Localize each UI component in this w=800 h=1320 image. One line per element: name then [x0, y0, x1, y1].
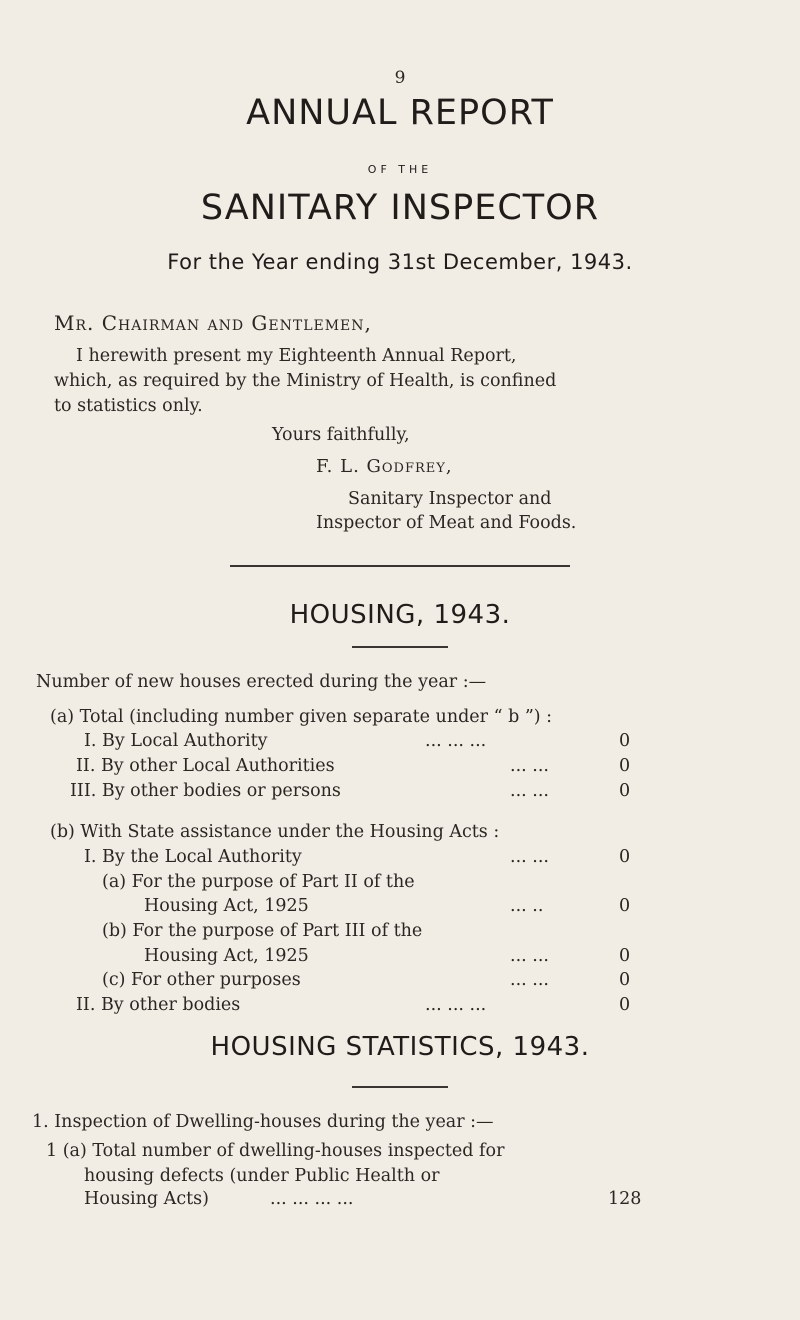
- row-label: III. By other bodies or persons: [70, 781, 341, 801]
- letter-body-line-1: I herewith present my Eighteenth Annual Report,: [76, 346, 517, 366]
- row-label: (c) For other purposes: [102, 970, 301, 990]
- report-title: ANNUAL REPORT: [246, 93, 554, 133]
- letter-salutation: Mr. Chairman and Gentlemen,: [54, 311, 372, 335]
- housing-b-row: [0, 970, 800, 995]
- row-value: 0: [619, 896, 631, 916]
- housing-statistics-title-underline: [352, 1086, 448, 1088]
- housing-b-row: [0, 946, 800, 971]
- statistics-item-1: 1. Inspection of Dwelling-houses during the year :—: [32, 1112, 494, 1132]
- row-value: 0: [619, 847, 631, 867]
- housing-title-underline: [352, 646, 448, 648]
- housing-a-row: [0, 731, 800, 756]
- housing-a-heading: (a) Total (including number given separate under “ b ”) :: [50, 707, 553, 727]
- housing-statistics-title: HOUSING STATISTICS, 1943.: [210, 1032, 590, 1062]
- row-leader-dots: ... ...: [510, 756, 549, 776]
- row-label: II. By other Local Authorities: [76, 756, 335, 776]
- row-value: 128: [608, 1189, 642, 1209]
- letter-role-line-1: Sanitary Inspector and: [348, 489, 552, 509]
- letter-body-line-2: which, as required by the Ministry of Health, is confined: [54, 371, 557, 391]
- row-label: (a) For the purpose of Part II of the: [102, 872, 415, 892]
- housing-b-heading: (b) With State assistance under the Housing Acts :: [50, 822, 500, 842]
- row-value: 0: [619, 995, 631, 1015]
- housing-b-row: [0, 896, 800, 921]
- row-value: 0: [619, 731, 631, 751]
- report-subtitle: SANITARY INSPECTOR: [200, 188, 600, 228]
- housing-a-row: [0, 781, 800, 806]
- row-leader-dots: ... ...: [510, 847, 549, 867]
- housing-b-row: [0, 921, 800, 946]
- letter-closing: Yours faithfully,: [272, 425, 410, 445]
- row-value: 0: [619, 781, 631, 801]
- housing-b-row: [0, 995, 800, 1020]
- row-label: (b) For the purpose of Part III of the: [102, 921, 423, 941]
- statistics-item-1a-row: [0, 1189, 800, 1214]
- row-label: Housing Acts): [84, 1189, 209, 1209]
- row-leader-dots: ... ...: [510, 970, 549, 990]
- letter-body-line-3: to statistics only.: [54, 396, 203, 416]
- row-label: I. By the Local Authority: [84, 847, 302, 867]
- letter-role-line-2: Inspector of Meat and Foods.: [316, 513, 577, 533]
- report-year-line: For the Year ending 31st December, 1943.: [167, 250, 633, 274]
- statistics-item-1a-line-2: housing defects (under Public Health or: [84, 1166, 440, 1186]
- row-leader-dots: ... ...: [510, 781, 549, 801]
- section-divider: [230, 565, 570, 567]
- row-leader-dots: ... ... ...: [425, 731, 487, 751]
- housing-a-row: [0, 756, 800, 781]
- row-value: 0: [619, 946, 631, 966]
- letter-signatory: F. L. Godfrey,: [316, 456, 453, 477]
- row-value: 0: [619, 970, 631, 990]
- page-number: 9: [394, 68, 406, 88]
- statistics-item-1a-line-1: 1 (a) Total number of dwelling-houses inspected for: [46, 1141, 505, 1161]
- housing-b-row: [0, 872, 800, 897]
- housing-intro: Number of new houses erected during the year :—: [36, 672, 487, 692]
- row-leader-dots: ... ..: [510, 896, 544, 916]
- row-label: Housing Act, 1925: [144, 946, 309, 966]
- housing-title: HOUSING, 1943.: [289, 600, 511, 630]
- row-label: I. By Local Authority: [84, 731, 268, 751]
- row-leader-dots: ... ... ...: [425, 995, 487, 1015]
- row-label: Housing Act, 1925: [144, 896, 309, 916]
- row-value: 0: [619, 756, 631, 776]
- row-leader-dots: ... ... ... ...: [270, 1189, 354, 1209]
- row-leader-dots: ... ...: [510, 946, 549, 966]
- row-label: II. By other bodies: [76, 995, 241, 1015]
- report-title-of-the: OF THE: [367, 163, 433, 176]
- housing-b-row: [0, 847, 800, 872]
